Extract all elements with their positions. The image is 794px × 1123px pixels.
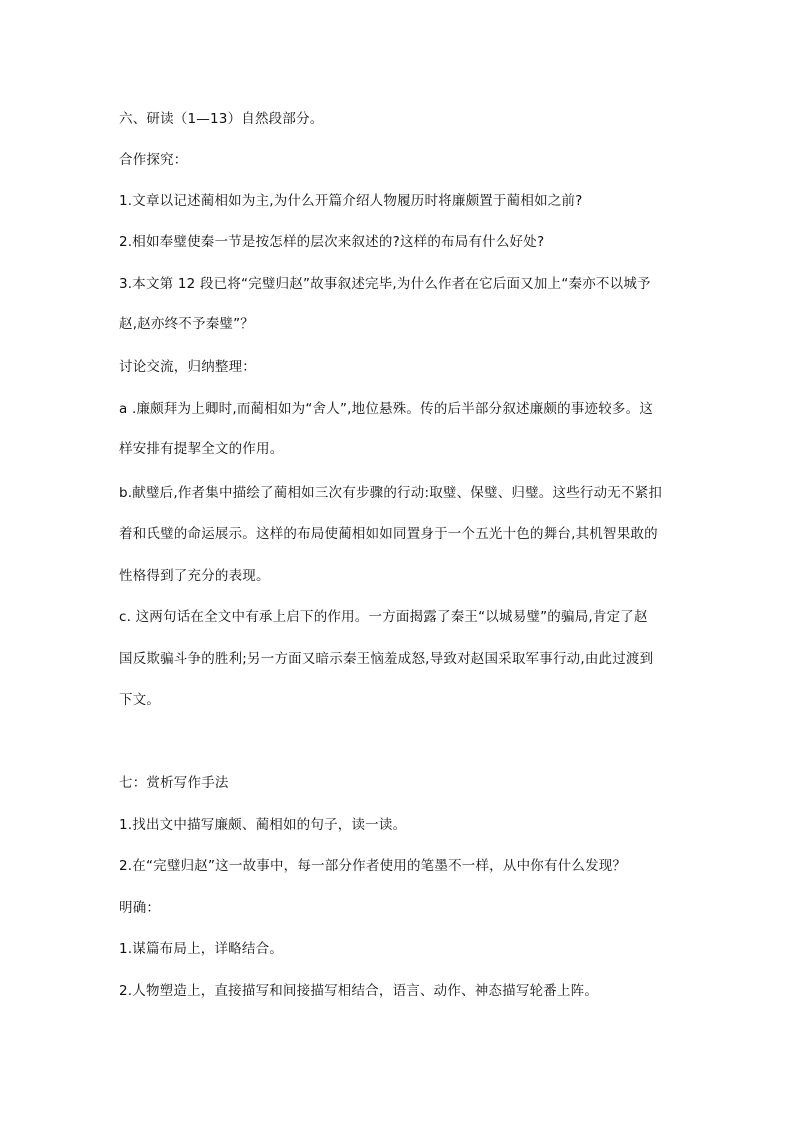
- answer-a-line-2: 样安排有提挈全文的作用。: [119, 441, 284, 457]
- question-1: 1.文章以记述蔺相如为主,为什么开篇介绍人物履历时将廉颇置于蔺相如之前?: [119, 193, 583, 209]
- clarify-answer-1: 1.谋篇布局上，详略结合。: [119, 941, 283, 957]
- clarify-label: 明确：: [119, 900, 161, 916]
- section-7-heading: 七：赏析写作手法: [119, 775, 229, 791]
- question-3-line-1: 3.本文第 12 段已将“完璧归赵”故事叙述完毕,为什么作者在它后面又加上“秦亦不以城予: [119, 276, 651, 292]
- cooperative-inquiry-label: 合作探究：: [119, 152, 188, 168]
- answer-c-line-2: 国反欺骗斗争的胜利;另一方面又暗示秦王恼羞成怒,导致对赵国采取军事行动,由此过渡到: [119, 651, 654, 667]
- answer-b-line-1: b.献璧后,作者集中描绘了蔺相如三次有步骤的行动:取璧、保璧、归璧。这些行动无不紧扣: [119, 485, 663, 501]
- answer-a-line-1: a .廉颇拜为上卿时,而蔺相如为“舍人”,地位悬殊。传的后半部分叙述廉颇的事迹较多。这: [119, 401, 654, 417]
- section-7-question-2: 2.在“完璧归赵”这一故事中，每一部分作者使用的笔墨不一样，从中你有什么发现？: [119, 858, 627, 874]
- discussion-label: 讨论交流，归纳整理：: [119, 359, 256, 375]
- question-2: 2.相如奉璧使秦一节是按怎样的层次来叙述的?这样的布局有什么好处?: [119, 234, 545, 250]
- section-7-question-1: 1.找出文中描写廉颇、蔺相如的句子，读一读。: [119, 817, 407, 833]
- section-6-heading: 六、研读（1—13）自然段部分。: [119, 111, 324, 127]
- answer-b-line-2: 着和氏璧的命运展示。这样的布局使蔺相如如同置身于一个五光十色的舞台,其机智果敢的: [119, 526, 658, 542]
- question-3-line-2: 赵,赵亦终不予秦璧”？: [119, 316, 254, 332]
- answer-c-line-3: 下文。: [119, 692, 161, 708]
- clarify-answer-2: 2.人物塑造上，直接描写和间接描写相结合，语言、动作、神态描写轮番上阵。: [119, 983, 599, 999]
- answer-b-line-3: 性格得到了充分的表现。: [119, 568, 270, 584]
- answer-c-line-1: c. 这两句话在全文中有承上启下的作用。一方面揭露了秦王“以城易璧”的骗局,肯定了赵: [119, 609, 648, 625]
